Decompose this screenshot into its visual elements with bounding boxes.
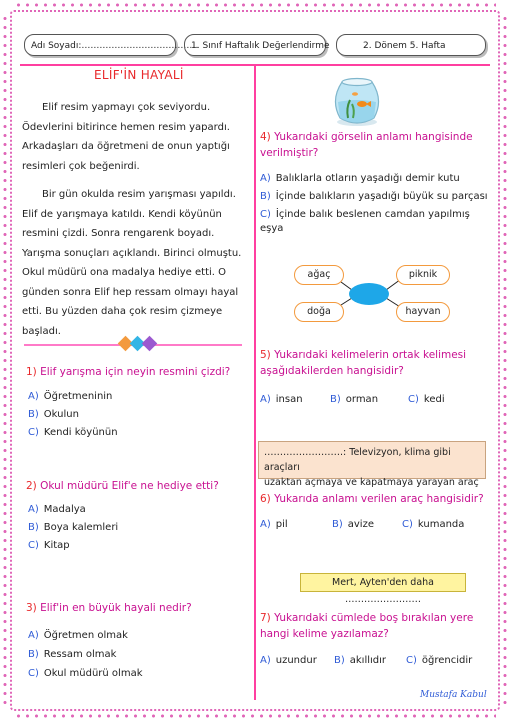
q3-option-b[interactable]: B) Ressam olmak [28, 649, 117, 660]
q7-option-a[interactable]: A) uzundur [260, 655, 317, 666]
diamond-ornament [118, 336, 158, 352]
fill-blank-sentence: Mert, Ayten'den daha …………………… [300, 573, 466, 592]
period-label: 2. Dönem 5. Hafta [336, 34, 486, 56]
story-paragraph-1: Elif resim yapmayı çok seviyordu. Ödevlerini bitirince hemen resim yapardı. Arkadaşları da öğretmeni de onun yaptığı resimleri çok beğenirdi. [22, 102, 230, 172]
q4-option-c[interactable]: C) İçinde balık beslenen camdan yapılmış eşya [260, 209, 470, 234]
definition-line-1: …………………….: Televizyon, klima gibi araçları [264, 447, 451, 473]
q1-option-a[interactable]: A) Öğretmeninin [28, 391, 113, 402]
question-4: 4) Yukarıdaki görselin anlamı hangisinde verilmiştir? [260, 131, 473, 159]
word-piknik: piknik [396, 265, 450, 285]
dotted-border-left [2, 14, 8, 707]
q6-option-c[interactable]: C) kumanda [402, 519, 465, 530]
q5-option-a[interactable]: A) insan [260, 394, 303, 405]
dotted-border-bottom [14, 713, 496, 719]
question-1: 1) Elif yarışma için neyin resmini çizdi? [26, 366, 231, 378]
q5-option-b[interactable]: B) orman [330, 394, 379, 405]
question-6: 6) Yukarıda anlamı verilen araç hangisidir? [260, 493, 484, 505]
q1-option-c[interactable]: C) Kendi köyünün [28, 427, 118, 438]
question-3: 3) Elif'in en büyük hayali nedir? [26, 602, 192, 614]
q7-option-c[interactable]: C) öğrencidir [406, 655, 473, 666]
story-paragraph-2: Bir gün okulda resim yarışması yapıldı. Elif de yarışmaya katıldı. Kendi köyünün resmini çizdi. Sonra rengarenk boyadı. Yarışma sonuçları açıklandı. Birinci olmuştu. Okul müdürü ona madalya hediye etti. O günden sonra Elif hep ressam olmayı hayal etti. Bu yüzden daha çok resim çizmeye başladı. [22, 189, 242, 337]
word-hayvan: hayvan [396, 302, 450, 322]
q1-option-b[interactable]: B) Okulun [28, 409, 79, 420]
column-divider [254, 64, 256, 700]
q6-option-b[interactable]: B) avize [332, 519, 374, 530]
q6-option-a[interactable]: A) pil [260, 519, 288, 530]
fishbowl-image [326, 72, 388, 128]
author-signature: Mustafa Kabul [420, 690, 487, 700]
question-7: 7) Yukarıdaki cümlede boş bırakılan yere hangi kelime yazılamaz? [260, 612, 474, 640]
story-text [22, 98, 250, 341]
definition-line-2: uzaktan açmaya ve kapatmaya yarayan araç [264, 477, 479, 488]
q7-option-b[interactable]: B) akıllıdır [334, 655, 387, 666]
q2-option-a[interactable]: A) Madalya [28, 504, 86, 515]
q3-option-a[interactable]: A) Öğretmen olmak [28, 630, 128, 641]
dotted-border-top [14, 2, 496, 8]
dotted-border-right [502, 14, 508, 707]
q4-option-b[interactable]: B) İçinde balıkların yaşadığı büyük su parçası [260, 191, 488, 202]
story-title: ELİF'İN HAYALİ [94, 68, 184, 82]
q4-option-a[interactable]: A) Balıklarla otların yaşadığı demir kutu [260, 173, 460, 184]
diamond-purple [142, 336, 158, 352]
assessment-label: 1. Sınıf Haftalık Değerlendirme [184, 34, 326, 56]
definition-box [258, 441, 486, 488]
question-2: 2) Okul müdürü Elif'e ne hediye etti? [26, 480, 219, 492]
q3-option-c[interactable]: C) Okul müdürü olmak [28, 668, 143, 679]
question-5: 5) Yukarıdaki kelimelerin ortak kelimesi aşağıdakilerden hangisidir? [260, 349, 467, 377]
q2-option-b[interactable]: B) Boya kalemleri [28, 522, 119, 533]
q2-option-c[interactable]: C) Kitap [28, 540, 70, 551]
name-field[interactable]: Adı Soyadı:………………………………… [24, 34, 176, 56]
word-doga: doğa [294, 302, 344, 322]
q5-option-c[interactable]: C) kedi [408, 394, 445, 405]
word-agac: ağaç [294, 265, 344, 285]
